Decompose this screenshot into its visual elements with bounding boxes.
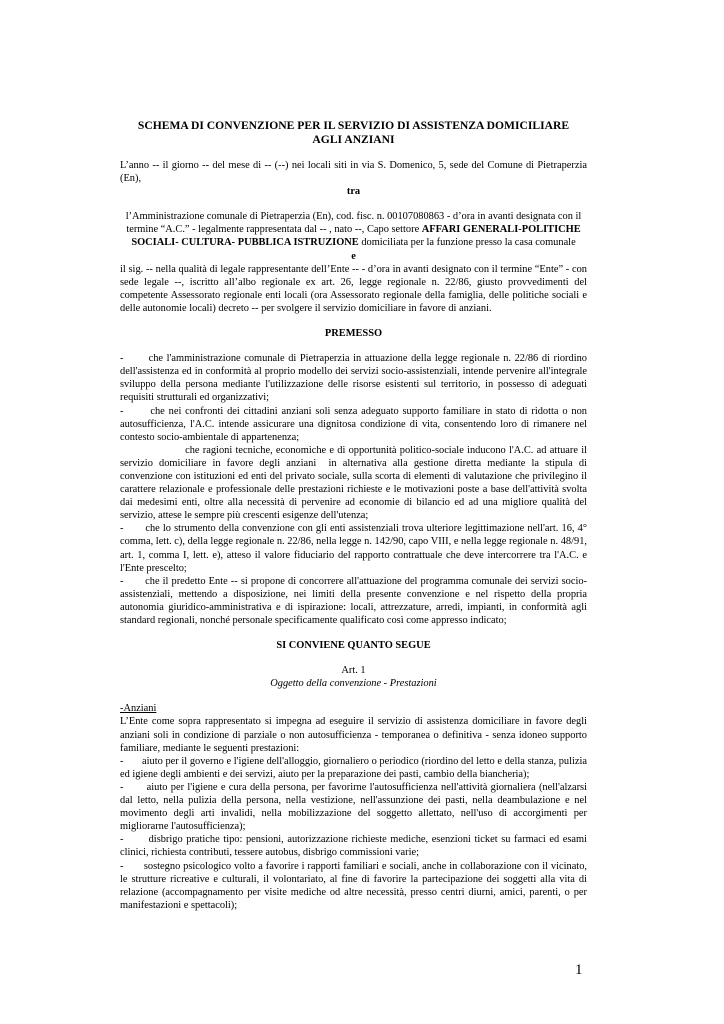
document-body <box>120 119 590 912</box>
party1-text-b: domiciliata per la funzione presso la casa comunale <box>358 237 576 249</box>
prestazione-item: - aiuto per il governo e l'igiene dell'alloggio, giornaliero o periodico (riordino del letto e della stanza, pulizia ed igiene degli ambienti e dei servizi, aiuto per la preparazione dei pasti, cambio della biancheria); <box>120 755 590 780</box>
document-title-line2: AGLI ANZIANI <box>312 133 395 146</box>
prestazione-item: - aiuto per l'igiene e cura della persona, per favorirne l'autosufficienza nell'attività giornaliera (nell'alzarsi dal letto, nella pulizia della persona, nella vestizione, nell'assunzione dei pasti, nella deambulazione e nel movimento degli arti invalidi, nella mobilizzazione del soggetto allettato, nell'uso di accorgimenti per migliorarne l'autosufficienza); <box>120 781 590 833</box>
party1-text-a: l’Amministrazione comunale di Pietraperzia (En), cod. fisc. n. 00107080863 - d’ora in avanti designata con il termine “A.C.” - legalmente rappresentata dal -- , nato --, Capo settore <box>125 211 582 236</box>
premesso-heading: PREMESSO <box>324 328 383 340</box>
premesso-item: - che lo strumento della convenzione con gli enti assistenziali trova ulteriore legittimazione nell'art. 16, 4° comma, lett. c), della legge regionale n. 22/86, nella legge n. 142/90, capo VIII, e nella legge regionale n. 48/91, art. 1, comma I, lett. e), atteso il valore fiduciario del rapporto contrattuale che deve intercorrere tra l'A.C. e l'Ente prescelto; <box>120 523 590 574</box>
tra-label: tra <box>346 186 361 198</box>
art1-subtitle: Oggetto della convenzione - Prestazioni <box>270 678 437 690</box>
prestazione-item: - disbrigo pratiche tipo: pensioni, autorizzazione richieste mediche, esenzioni ticket su farmaci ed esami clinici, richiesta contributi, tessere autobus, disbrigo commissioni varie; <box>120 834 590 859</box>
si-conviene-heading: SI CONVIENE QUANTO SEGUE <box>276 640 431 652</box>
premesso-item: - che l'amministrazione comunale di Pietraperzia in attuazione della legge regionale n. 22/86 di riordino dell'assistenza ed in conformità al proprio modello dei servizi socio-assistenziali, intende pervenire all'integrale sviluppo della persona mediante l'utilizzazione delle risorse esistenti sul territorio, in possesso di adeguati requisiti strutturali ed organizzativi; <box>120 353 590 404</box>
premesso-item: - che nei confronti dei cittadini anziani soli senza adeguato supporto familiare in stato di ridotta o non autosufficienza, l'A.C. intende assicurare una dignitosa condizione di vita, consentendo loro di rimanere nel contesto socio-ambientale di appartenenza; <box>120 405 590 443</box>
prestazione-item: - sostegno psicologico volto a favorire i rapporti familiari e sociali, anche in collaborazione con il vicinato, le strutture ricreative e culturali, il volontariato, al fine di favorire la partecipazione dei soggetti alla vita di relazione (accompagnamento per visite mediche od altre necessità, presso centri diurni, amici, parenti, o per manifestazioni e spettacoli); <box>120 860 590 911</box>
party1-sector: AFFARI GENERALI-POLITICHE SOCIALI- CULTURA- PUBBLICA ISTRUZIONE <box>131 224 581 249</box>
document-title-line1: SCHEMA DI CONVENZIONE PER IL SERVIZIO DI ASSISTENZA DOMICILIARE <box>137 119 570 132</box>
party1-paragraph <box>120 210 587 249</box>
anziani-heading: -Anziani <box>120 703 157 715</box>
intro-paragraph: L’anno -- il giorno -- del mese di -- (--) nei locali siti in via S. Domenico, 5, sede del Comune di Pietraperzia (En), <box>120 160 587 185</box>
party2-paragraph: il sig. -- nella qualità di legale rappresentante dell’Ente -- - d’ora in avanti designato con il termine “Ente” - con sede legale --, iscritto all’albo regionale ex art. 26, legge regionale n. 22/86, giusto provvedimenti del competente Assessorato regionale enti locali (ora Assessorato regionale della famiglia, delle politiche sociali e delle autonomie locali) decreto -- per svolgere il servizio domiciliare in favore di anziani. <box>120 263 587 314</box>
premesso-item: che ragioni tecniche, economiche e di opportunità politico-sociale inducono l'A.C. ad attuare il servizio domiciliare in favore degli anziani in alternativa alla gestione diretta mediante la stipula di convenzione con istituzioni ed enti del privato sociale, sulla scorta di elementi di valutazione che privilegino il carattere relazionale e professionale delle prestazioni richieste e le motivazioni poste a base dell'attività svolta dai medesimi enti, oltre alla necessità di pervenire ad economie di bilancio ed ad una migliore qualità del servizio, attese le sempre più crescenti esigenze dell'utenza; <box>120 444 590 522</box>
premesso-item: - che il predetto Ente -- si propone di concorrere all'attuazione del programma comunale dei servizi socio-assistenziali, mettendo a disposizione, nei limiti della presente convenzione e nel rispetto della propria autonomia giuridico-amministrativa e di ispirazione: locali, attrezzature, arredi, impianti, in conformità agli standard regionali, nonché personale specificamente qualificato così come appresso indicato; <box>120 575 590 626</box>
anziani-intro: L’Ente come sopra rappresentato si impegna ad eseguire il servizio di assistenza domiciliare in favore degli anziani soli in condizione di parziale o non autosufficienza - temporanea o definitiva - senza idoneo supporto familiare, mediante le seguenti prestazioni: <box>120 716 587 754</box>
page-number: 1 <box>575 962 583 978</box>
e-label: e <box>351 250 356 262</box>
art1-heading: Art. 1 <box>341 665 366 677</box>
